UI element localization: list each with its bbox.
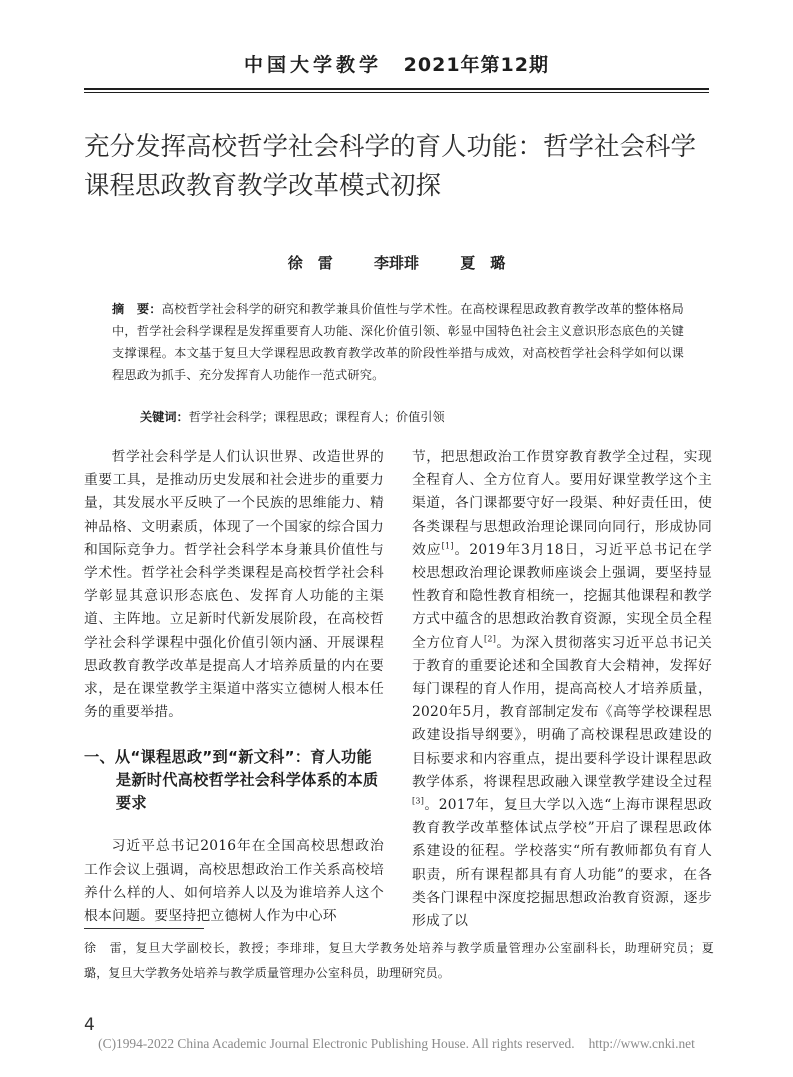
journal-issue: 2021年第12期 xyxy=(403,54,549,76)
copyright-text: (C)1994-2022 China Academic Journal Electronic Publishing House. All rights reserved. xyxy=(98,1036,575,1051)
header-rule-thin xyxy=(84,92,709,93)
abstract xyxy=(112,298,684,386)
abstract-text: 高校哲学社会科学的研究和教学兼具价值性与学术性。在高校课程思政教育教学改革的整体格局中，哲学社会科学课程是发挥重要育人功能、深化价值引领、彰显中国特色社会主义意识形态底色的关键支撑课程。本文基于复旦大学课程思政教育教学改革的阶段性举措与成效，对高校哲学社会科学如何以课程思政为抓手、充分发挥育人功能作一范式研究。 xyxy=(112,302,684,382)
citation-ref[interactable]: [2] xyxy=(483,634,497,644)
body-column-right xyxy=(412,446,712,933)
body-column-left xyxy=(84,446,384,928)
citation-ref[interactable]: [1] xyxy=(441,541,454,551)
header-rule xyxy=(84,88,709,90)
author-list xyxy=(0,252,793,273)
copyright-notice xyxy=(0,1036,793,1052)
citation-ref[interactable]: [3] xyxy=(412,796,425,806)
page-number: 4 xyxy=(84,1015,95,1035)
author-name: 徐 雷 xyxy=(287,254,333,272)
keywords-label: 关键词： xyxy=(140,410,189,424)
copyright-url[interactable]: http://www.cnki.net xyxy=(588,1036,695,1051)
journal-header xyxy=(0,50,793,77)
body-text: 。为深入贯彻落实习近平总书记关于教育的重要论述和全国教育大会精神，发挥好每门课程的育人作用，提高高校人才培养质量，2020年5月，教育部制定发布《高等学校课程思政建设指导纲要》，明确了高校课程思政建设的目标要求和内容重点，提出要科学设计课程思政教学体系，将课程思政融入课堂教学建设全过程 xyxy=(412,634,713,790)
body-text: 。2017年，复旦大学以入选“上海市课程思政教育教学改革整体试点学校”开启了课程思政体系建设的征程。学校落实“所有教师都负有育人职责，所有课程都具有育人功能”的要求，在各类各门课程中深度挖掘思想政治教育资源，逐步形成了以 xyxy=(412,797,712,930)
author-footnote: 徐 雷，复旦大学副校长，教授；李琲琲，复旦大学教务处培养与教学质量管理办公室副科长，助理研究员；夏 璐，复旦大学教务处培养与教学质量管理办公室科员，助理研究员。 xyxy=(84,941,727,980)
article-title: 充分发挥高校哲学社会科学的育人功能：哲学社会科学课程思政教育教学改革模式初探 xyxy=(84,132,697,201)
keywords-text: 哲学社会科学；课程思政；课程育人；价值引领 xyxy=(188,410,445,424)
journal-name: 中国大学教学 xyxy=(244,54,383,76)
body-paragraph-continued xyxy=(412,446,712,933)
intro-paragraph: 哲学社会科学是人们认识世界、改造世界的重要工具，是推动历史发展和社会进步的重要力量，其发展水平反映了一个民族的思维能力、精神品格、文明素质，体现了一个国家的综合国力和国际竞争力。哲学社会科学本身兼具价值性与学术性。哲学社会科学类课程是高校哲学社会科学彰显其意识形态底色、发挥育人功能的主渠道、主阵地。立足新时代新发展阶段，在高校哲学社会科学课程中强化价值引领内涵、开展课程思政教育教学改革是提高人才培养质量的内在要求，是在课堂教学主渠道中落实立德树人根本任务的重要举措。 xyxy=(84,449,384,721)
body-text: 。2019年3月18日，习近平总书记在学校思想政治理论课教师座谈会上强调，要坚持显性教育和隐性教育相统一，挖掘其他课程和教学方式中蕴含的思想政治教育资源，实现全员全程全方位育人 xyxy=(412,541,712,651)
keywords xyxy=(140,406,700,428)
body-paragraph: 习近平总书记2016年在全国高校思想政治工作会议上强调，高校思想政治工作关系高校培养什么样的人、如何培养人以及为谁培养人这个根本问题。要坚持把立德树人作为中心环 xyxy=(84,838,384,925)
footnote-rule xyxy=(84,928,204,929)
author-name: 李琲琲 xyxy=(373,254,419,272)
author-name: 夏 璐 xyxy=(460,254,506,272)
abstract-label: 摘 要： xyxy=(112,302,162,316)
section-heading: 一、从“课程思政”到“新文科”：育人功能是新时代高校哲学社会科学体系的本质要求 xyxy=(84,748,379,813)
body-text: 节，把思想政治工作贯穿教育教学全过程，实现全程育人、全方位育人。要用好课堂教学这个主渠道，各门课都要守好一段渠、种好责任田，使各类课程与思想政治理论课同向同行，形成协同效应 xyxy=(412,449,712,558)
